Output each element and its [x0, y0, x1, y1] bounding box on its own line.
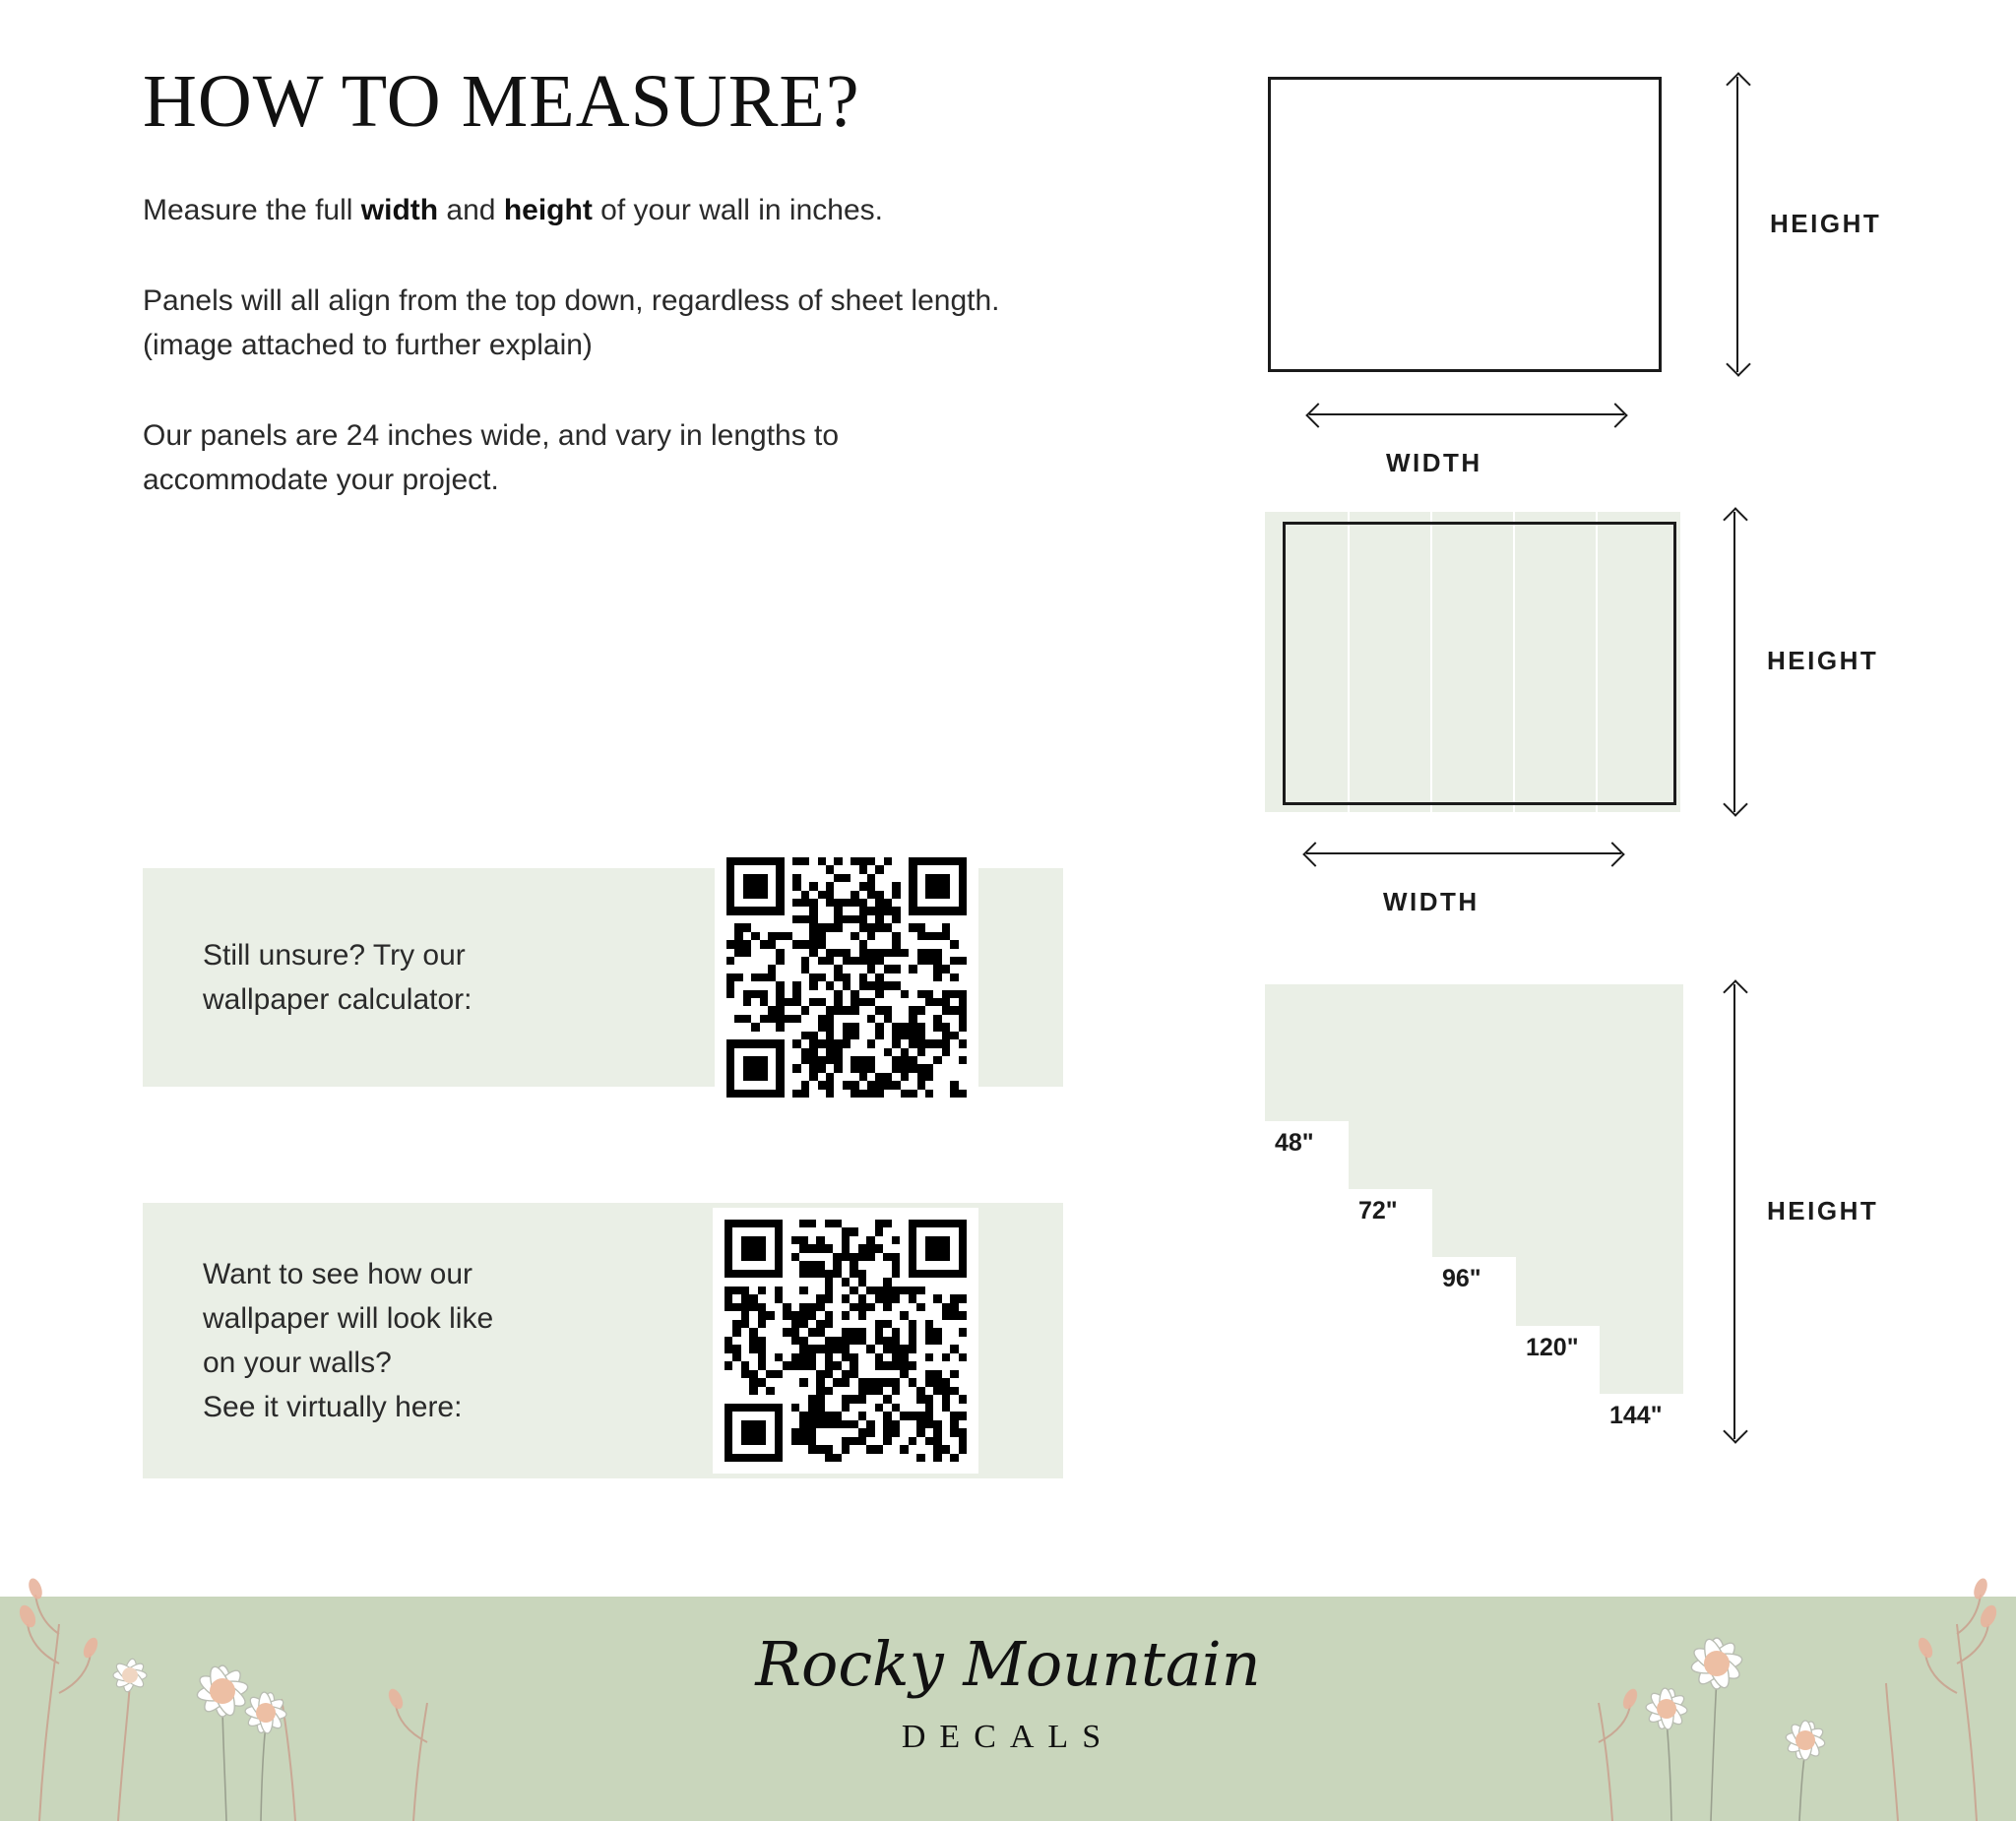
qr-card-visualizer-text [168, 1252, 713, 1429]
qr-card-line: See it virtually here: [203, 1391, 463, 1423]
wall-rectangle [1283, 522, 1676, 805]
height-arrow-lengths [1718, 984, 1751, 1439]
qr-card-line: Still unsure? Try our [203, 939, 466, 972]
qr-code-wallpaper-calculator[interactable] [715, 846, 978, 1109]
panel-length-label: 144" [1609, 1402, 1663, 1429]
paragraph-measure-instruction: Measure the full width and height of your wall in inches. [143, 194, 883, 226]
page-title: HOW TO MEASURE? [143, 60, 860, 143]
width-label-panels: WIDTH [1383, 887, 1480, 916]
qr-card-visualizer[interactable] [143, 1203, 1063, 1478]
footer-band [0, 1597, 2016, 1821]
height-label-wall: HEIGHT [1770, 209, 1882, 238]
panel-length-bar [1349, 984, 1432, 1189]
panel-length-label: 72" [1358, 1197, 1398, 1224]
brand-subtitle: DECALS [901, 1719, 1115, 1755]
panel-length-label: 48" [1275, 1129, 1314, 1157]
width-arrow-panels [1306, 839, 1621, 868]
wall-rectangle [1268, 77, 1662, 372]
qr-code-wallpaper-visualizer[interactable] [713, 1208, 978, 1474]
panel-length-label: 96" [1442, 1265, 1481, 1292]
height-label-panels: HEIGHT [1767, 646, 1879, 675]
height-arrow-panels [1718, 512, 1751, 812]
panel-length-bar [1432, 984, 1516, 1257]
panel-length-bar [1600, 984, 1683, 1394]
brand-name: Rocky Mountain [755, 1628, 1261, 1700]
panel-length-bar [1516, 984, 1600, 1326]
diagram-wall-plain [1268, 77, 1882, 477]
panel-length-label: 120" [1526, 1334, 1579, 1361]
height-label-lengths: HEIGHT [1767, 1196, 1879, 1225]
height-arrow-wall [1721, 77, 1754, 372]
width-arrow-wall [1309, 400, 1624, 429]
qr-card-line: Want to see how our [203, 1258, 473, 1290]
diagram-wall-panelled [1265, 512, 1879, 916]
panel-length-bar [1265, 984, 1349, 1121]
paragraph-panel-width: Our panels are 24 inches wide, and vary in lengths to accommodate your project. [143, 418, 840, 497]
qr-card-line: wallpaper calculator: [203, 983, 472, 1016]
text-column [143, 59, 1058, 548]
paragraph-panel-alignment: Panels will all align from the top down, regardless of sheet length. (image attached to further explain) [143, 283, 1000, 362]
width-label-wall: WIDTH [1386, 448, 1482, 477]
diagram-panel-lengths [1265, 984, 1879, 1476]
qr-card-calculator[interactable] [143, 868, 1063, 1087]
panel-band [1265, 512, 1680, 812]
qr-card-line: on your walls? [203, 1347, 392, 1379]
qr-card-line: wallpaper will look like [203, 1302, 494, 1335]
qr-card-calculator-text [168, 933, 715, 1022]
